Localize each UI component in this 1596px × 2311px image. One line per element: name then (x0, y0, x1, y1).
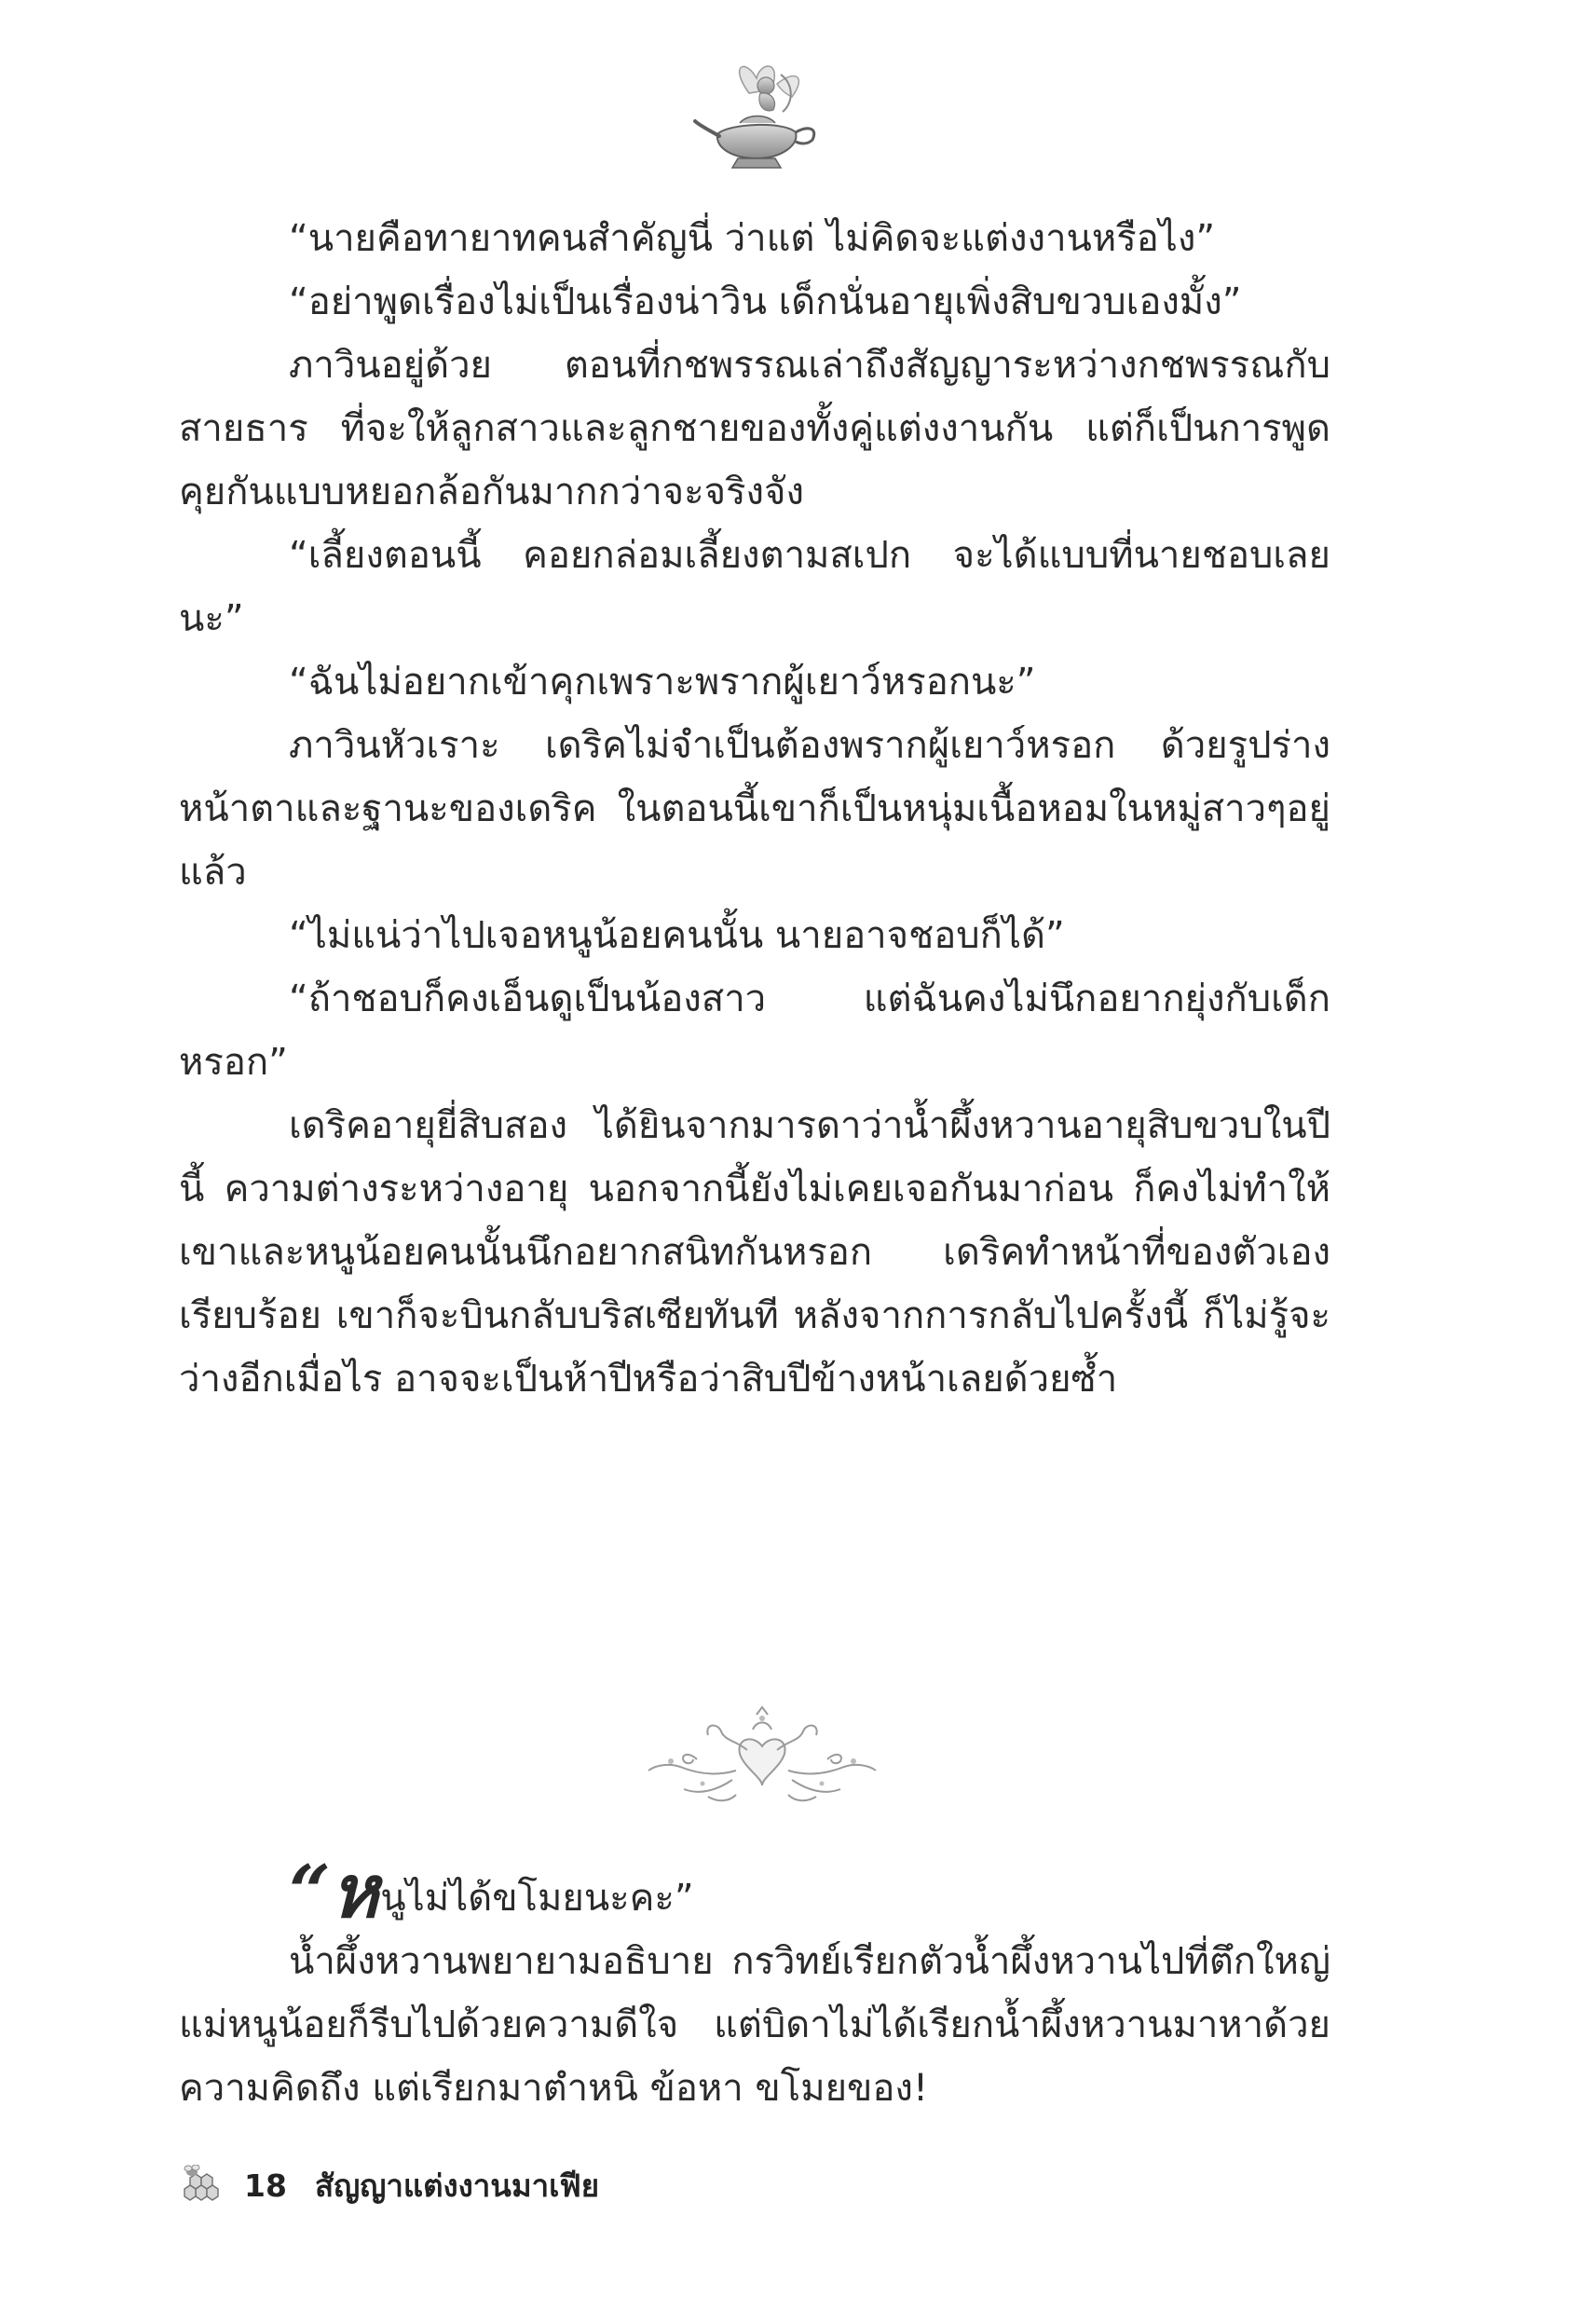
paragraph-7: “ไม่แน่ว่าไปเจอหนูน้อยคนนั้น นายอาจชอบก็ได้” (289, 914, 1065, 957)
section-paragraph: น้ำผึ้งหวานพยายามอธิบาย กรวิทย์เรียกตัวน้ำผึ้งหวานไปที่ตึกใหญ่ แม่หนูน้อยก็รีบไปด้วยความดีใจ แต่บิดาไม่ได้เรียกน้ำผึ้งหวานมาหาด้วยความคิดถึง แต่เรียกมาตำหนิ ข้อหา ขโมยของ! (179, 1940, 1330, 2110)
paragraph-4: “เลี้ยงตอนนี้ คอยกล่อมเลี้ยงตามสเปก จะได้แบบที่นายชอบเลยนะ” (179, 534, 1330, 640)
paragraph-2: “อย่าพูดเรื่องไม่เป็นเรื่องน่าวิน เด็กนั่นอายุเพิ่งสิบขวบเองมั้ง” (289, 280, 1242, 323)
cupid-teapot-ornament-icon (691, 56, 822, 177)
page-number: 18 (244, 2167, 287, 2204)
opening-line (179, 1840, 1330, 1935)
paragraph-3: ภาวินอยู่ด้วย ตอนที่กชพรรณเล่าถึงสัญญาระหว่างกชพรรณกับสายธาร ที่จะให้ลูกสาวและลูกชายของทั้งคู่แต่งงานกัน แต่ก็เป็นการพูดคุยกันแบบหยอกล้อกันมากกว่าจะจริงจัง (179, 344, 1330, 513)
opening-line-text: นูไม่ได้ขโมยนะคะ” (380, 1877, 694, 1920)
book-title: สัญญาแต่งงานมาเฟีย (314, 2167, 600, 2204)
paragraph-9: เดริคอายุยี่สิบสอง ได้ยินจากมารดาว่าน้ำผึ้งหวานอายุสิบขวบในปีนี้ ความต่างระหว่างอายุ นอกจากนี้ยังไม่เคยเจอกันมาก่อน ก็คงไม่ทำให้เขาและหนูน้อยคนนั้นนึกอยากสนิทกันหรอก เดริคทำหน้าที่ของตัวเองเรียบร้อย เขาก็จะบินกลับบริสเซียทันที หลังจากการกลับไปครั้งนี้ ก็ไม่รู้จะว่างอีกเมื่อไร อาจจะเป็นห้าปีหรือว่าสิบปีข้างหน้าเลยด้วยซ้ำ (179, 1104, 1330, 1401)
paragraph-6: ภาวินหัวเราะ เดริคไม่จำเป็นต้องพรากผู้เยาว์หรอก ด้วยรูปร่างหน้าตาและฐานะของเดริค ในตอนนี้เขาก็เป็นหนุ่มเนื้อหอมในหมู่สาวๆอยู่แล้ว (179, 724, 1330, 894)
paragraph-5: “ฉันไม่อยากเข้าคุกเพราะพรากผู้เยาว์หรอกนะ” (289, 661, 1036, 704)
paragraph-8: “ถ้าชอบก็คงเอ็นดูเป็นน้องสาว แต่ฉันคงไม่นึกอยากยุ่งกับเด็กหรอก” (179, 978, 1330, 1084)
body-text (179, 207, 1330, 1411)
bee-honeycomb-icon (179, 2165, 224, 2206)
chapter-section (179, 1840, 1330, 2120)
page-footer (179, 2157, 599, 2213)
paragraph-1: “นายคือทายาทคนสำคัญนี่ ว่าแต่ ไม่คิดจะแต่งงานหรือไง” (289, 217, 1216, 260)
heart-flourish-divider-icon (643, 1705, 881, 1815)
drop-cap: “ห (289, 1850, 379, 1935)
